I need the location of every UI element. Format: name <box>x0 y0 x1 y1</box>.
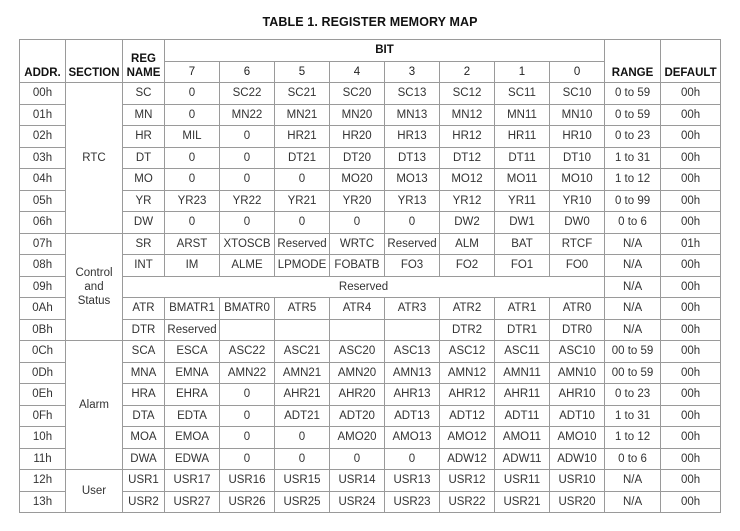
bit-cell: MO20 <box>330 169 385 191</box>
header-reg-name <box>123 40 165 83</box>
header-section: SECTION <box>66 40 123 83</box>
bit-cell: ASC12 <box>440 341 495 363</box>
default-cell: 00h <box>661 362 721 384</box>
bit-cell: DW0 <box>550 212 605 234</box>
range-cell: N/A <box>605 255 661 277</box>
default-cell: 00h <box>661 427 721 449</box>
header-addr: ADDR. <box>20 40 66 83</box>
bit-cell: AHR13 <box>385 384 440 406</box>
bit-cell: USR11 <box>495 470 550 492</box>
bit-cell: DTR0 <box>550 319 605 341</box>
reg-name-cell: MNA <box>123 362 165 384</box>
bit-cell: EMOA <box>165 427 220 449</box>
bit-cell: ADT11 <box>495 405 550 427</box>
bit-cell: DT11 <box>495 147 550 169</box>
bit-cell: SC13 <box>385 83 440 105</box>
table-row <box>20 169 721 191</box>
bit-cell: 0 <box>275 169 330 191</box>
reg-name-cell: DW <box>123 212 165 234</box>
bit-cell: DT21 <box>275 147 330 169</box>
reg-name-cell: HR <box>123 126 165 148</box>
bit-cell: ATR3 <box>385 298 440 320</box>
bit-cell: 0 <box>220 427 275 449</box>
range-cell: 00 to 59 <box>605 362 661 384</box>
bit-cell: HR21 <box>275 126 330 148</box>
addr-cell: 0Ah <box>20 298 66 320</box>
bit-cell: ATR4 <box>330 298 385 320</box>
bit-cell: MN11 <box>495 104 550 126</box>
bit-cell: FO2 <box>440 255 495 277</box>
bit-cell: SC21 <box>275 83 330 105</box>
bit-cell: Reserved <box>385 233 440 255</box>
range-cell: 0 to 6 <box>605 448 661 470</box>
bit-cell: XTOSCB <box>220 233 275 255</box>
reg-name-cell: MOA <box>123 427 165 449</box>
table-row <box>20 427 721 449</box>
section-rtc: RTC <box>66 83 123 234</box>
bit-cell: 0 <box>220 448 275 470</box>
reg-name-cell: USR1 <box>123 470 165 492</box>
reg-name-cell: SR <box>123 233 165 255</box>
bit-cell: YR10 <box>550 190 605 212</box>
bit-cell: DTR1 <box>495 319 550 341</box>
reg-name-cell: DTA <box>123 405 165 427</box>
addr-cell: 01h <box>20 104 66 126</box>
range-cell: 0 to 59 <box>605 83 661 105</box>
bit-cell: 0 <box>220 405 275 427</box>
addr-cell: 07h <box>20 233 66 255</box>
section-control-line1: Control <box>75 266 113 279</box>
reg-name-cell: MN <box>123 104 165 126</box>
table-row <box>20 384 721 406</box>
bit-cell: FO1 <box>495 255 550 277</box>
bit-cell: HR12 <box>440 126 495 148</box>
table-row <box>20 126 721 148</box>
bit-cell: ATR0 <box>550 298 605 320</box>
default-cell: 00h <box>661 212 721 234</box>
bit-cell: AMN21 <box>275 362 330 384</box>
range-cell: 0 to 59 <box>605 104 661 126</box>
bit-cell: YR13 <box>385 190 440 212</box>
bit-cell: BMATR0 <box>220 298 275 320</box>
bit-cell: 0 <box>330 448 385 470</box>
bit-cell: ADW10 <box>550 448 605 470</box>
bit-cell: Reserved <box>275 233 330 255</box>
bit-cell: USR16 <box>220 470 275 492</box>
bit-cell: USR17 <box>165 470 220 492</box>
bit-cell: MN10 <box>550 104 605 126</box>
default-cell: 00h <box>661 341 721 363</box>
addr-cell: 12h <box>20 470 66 492</box>
bit-cell: ADT20 <box>330 405 385 427</box>
reg-name-cell: INT <box>123 255 165 277</box>
bit-cell: BAT <box>495 233 550 255</box>
bit-cell: LPMODE <box>275 255 330 277</box>
table-row <box>20 255 721 277</box>
bit-cell: AMN10 <box>550 362 605 384</box>
default-cell: 00h <box>661 190 721 212</box>
bit-cell: FO3 <box>385 255 440 277</box>
range-cell: N/A <box>605 276 661 298</box>
range-cell: 1 to 31 <box>605 147 661 169</box>
header-bit-4: 4 <box>330 61 385 83</box>
bit-cell: YR20 <box>330 190 385 212</box>
bit-cell: HR10 <box>550 126 605 148</box>
bit-cell: ATR2 <box>440 298 495 320</box>
bit-cell: USR15 <box>275 470 330 492</box>
table-row <box>20 212 721 234</box>
default-cell: 00h <box>661 491 721 513</box>
reg-name-cell: DT <box>123 147 165 169</box>
default-cell: 00h <box>661 298 721 320</box>
bit-cell: 0 <box>220 212 275 234</box>
bit-cell: HR11 <box>495 126 550 148</box>
bit-cell: ADT10 <box>550 405 605 427</box>
register-memory-map-table <box>19 39 721 513</box>
table-row <box>20 341 721 363</box>
bit-cell: 0 <box>220 169 275 191</box>
addr-cell: 10h <box>20 427 66 449</box>
table-row <box>20 362 721 384</box>
addr-cell: 13h <box>20 491 66 513</box>
bit-cell: MN20 <box>330 104 385 126</box>
header-bit: BIT <box>165 40 605 62</box>
bit-cell: USR13 <box>385 470 440 492</box>
reg-name-cell: YR <box>123 190 165 212</box>
bit-cell: MN13 <box>385 104 440 126</box>
bit-cell: AMN12 <box>440 362 495 384</box>
bit-cell: YR11 <box>495 190 550 212</box>
bit-cell: ARST <box>165 233 220 255</box>
bit-cell-empty <box>220 319 275 341</box>
section-control-line2: and <box>84 280 104 293</box>
addr-cell: 11h <box>20 448 66 470</box>
bit-cell: EDTA <box>165 405 220 427</box>
default-cell: 00h <box>661 276 721 298</box>
bit-cell: MO13 <box>385 169 440 191</box>
bit-cell: 0 <box>330 212 385 234</box>
bit-cell: ADW12 <box>440 448 495 470</box>
bit-cell: ATR1 <box>495 298 550 320</box>
bit-cell: ADW11 <box>495 448 550 470</box>
range-cell: 0 to 6 <box>605 212 661 234</box>
bit-cell: IM <box>165 255 220 277</box>
bit-cell: EMNA <box>165 362 220 384</box>
bit-cell: 0 <box>220 384 275 406</box>
bit-cell: SC12 <box>440 83 495 105</box>
bit-cell: 0 <box>165 147 220 169</box>
bit-cell: ESCA <box>165 341 220 363</box>
bit-cell: AMN11 <box>495 362 550 384</box>
reg-name-cell: SC <box>123 83 165 105</box>
bit-cell: USR21 <box>495 491 550 513</box>
header-bit-6: 6 <box>220 61 275 83</box>
addr-cell: 0Dh <box>20 362 66 384</box>
bit-cell-empty <box>385 319 440 341</box>
table-row <box>20 276 721 298</box>
table-row <box>20 470 721 492</box>
header-bit-0: 0 <box>550 61 605 83</box>
default-cell: 00h <box>661 104 721 126</box>
table-title: TABLE 1. REGISTER MEMORY MAP <box>262 15 478 29</box>
default-cell: 00h <box>661 126 721 148</box>
reg-name-cell: DWA <box>123 448 165 470</box>
header-bit-2: 2 <box>440 61 495 83</box>
table-row <box>20 298 721 320</box>
bit-cell: USR22 <box>440 491 495 513</box>
default-cell: 00h <box>661 83 721 105</box>
section-control-line3: Status <box>77 294 111 307</box>
bit-cell: WRTC <box>330 233 385 255</box>
bit-cell: ASC21 <box>275 341 330 363</box>
table-row <box>20 319 721 341</box>
bit-cell: YR21 <box>275 190 330 212</box>
addr-cell: 0Fh <box>20 405 66 427</box>
addr-cell: 02h <box>20 126 66 148</box>
bit-cell: USR26 <box>220 491 275 513</box>
bit-cell: USR12 <box>440 470 495 492</box>
reg-name-cell: ATR <box>123 298 165 320</box>
header-range: RANGE <box>605 40 661 83</box>
bit-cell: MIL <box>165 126 220 148</box>
table-row <box>20 448 721 470</box>
bit-cell: YR12 <box>440 190 495 212</box>
bit-cell: ASC11 <box>495 341 550 363</box>
bit-cell: HR20 <box>330 126 385 148</box>
section-user: User <box>66 470 123 513</box>
bit-cell: DT10 <box>550 147 605 169</box>
bit-cell: MO12 <box>440 169 495 191</box>
bit-cell: 0 <box>275 212 330 234</box>
bit-cell: RTCF <box>550 233 605 255</box>
bit-cell: AMO10 <box>550 427 605 449</box>
bit-cell: USR24 <box>330 491 385 513</box>
bit-cell: ALM <box>440 233 495 255</box>
bit-cell-empty <box>275 319 330 341</box>
header-bit-7: 7 <box>165 61 220 83</box>
bit-cell: AMN22 <box>220 362 275 384</box>
table-row <box>20 233 721 255</box>
range-cell: N/A <box>605 470 661 492</box>
range-cell: 00 to 59 <box>605 341 661 363</box>
reg-name-cell: USR2 <box>123 491 165 513</box>
range-cell: 0 to 23 <box>605 126 661 148</box>
bit-cell: AHR11 <box>495 384 550 406</box>
addr-cell: 0Bh <box>20 319 66 341</box>
range-cell: N/A <box>605 319 661 341</box>
bit-cell: DT12 <box>440 147 495 169</box>
range-cell: 0 to 23 <box>605 384 661 406</box>
addr-cell: 0Eh <box>20 384 66 406</box>
bit-cell: ADT13 <box>385 405 440 427</box>
reg-name-cell: HRA <box>123 384 165 406</box>
default-cell: 00h <box>661 448 721 470</box>
bit-cell: AMO13 <box>385 427 440 449</box>
bit-cell: USR27 <box>165 491 220 513</box>
bit-cell: MN12 <box>440 104 495 126</box>
bit-cell: DTR2 <box>440 319 495 341</box>
bit-cell: 0 <box>275 427 330 449</box>
table-row <box>20 405 721 427</box>
bit-cell: 0 <box>165 104 220 126</box>
bit-cell: FOBATB <box>330 255 385 277</box>
bit-cell: EHRA <box>165 384 220 406</box>
bit-cell: BMATR1 <box>165 298 220 320</box>
bit-cell: USR25 <box>275 491 330 513</box>
section-control-and-status <box>66 233 123 341</box>
bit-cell: DW1 <box>495 212 550 234</box>
bit-cell: 0 <box>165 212 220 234</box>
bit-cell: DT13 <box>385 147 440 169</box>
reg-name-cell: SCA <box>123 341 165 363</box>
range-cell: 0 to 99 <box>605 190 661 212</box>
default-cell: 00h <box>661 405 721 427</box>
bit-cell: ASC10 <box>550 341 605 363</box>
bit-cell: ALME <box>220 255 275 277</box>
addr-cell: 0Ch <box>20 341 66 363</box>
bit-cell: AMO11 <box>495 427 550 449</box>
bit-cell: SC20 <box>330 83 385 105</box>
bit-cell: MN21 <box>275 104 330 126</box>
bit-cell: 0 <box>165 169 220 191</box>
bit-cell: ATR5 <box>275 298 330 320</box>
table-row <box>20 104 721 126</box>
table-row <box>20 190 721 212</box>
bit-cell: YR23 <box>165 190 220 212</box>
addr-cell: 06h <box>20 212 66 234</box>
reserved-cell: Reserved <box>123 276 605 298</box>
default-cell: 00h <box>661 319 721 341</box>
bit-cell: MO10 <box>550 169 605 191</box>
header-bit-3: 3 <box>385 61 440 83</box>
bit-cell: Reserved <box>165 319 220 341</box>
bit-cell-empty <box>330 319 385 341</box>
bit-cell: HR13 <box>385 126 440 148</box>
bit-cell: ASC13 <box>385 341 440 363</box>
bit-cell: 0 <box>220 126 275 148</box>
range-cell: 1 to 12 <box>605 169 661 191</box>
bit-cell: AMN20 <box>330 362 385 384</box>
bit-cell: 0 <box>385 448 440 470</box>
default-cell: 00h <box>661 169 721 191</box>
default-cell: 00h <box>661 255 721 277</box>
bit-cell: AHR12 <box>440 384 495 406</box>
range-cell: N/A <box>605 491 661 513</box>
range-cell: 1 to 12 <box>605 427 661 449</box>
bit-cell: SC11 <box>495 83 550 105</box>
bit-cell: ASC20 <box>330 341 385 363</box>
header-reg-name-line1: REG <box>131 53 156 65</box>
addr-cell: 04h <box>20 169 66 191</box>
bit-cell: USR20 <box>550 491 605 513</box>
bit-cell: AMO12 <box>440 427 495 449</box>
bit-cell: MN22 <box>220 104 275 126</box>
bit-cell: AHR10 <box>550 384 605 406</box>
bit-cell: ADT12 <box>440 405 495 427</box>
bit-cell: ADT21 <box>275 405 330 427</box>
addr-cell: 03h <box>20 147 66 169</box>
bit-cell: MO11 <box>495 169 550 191</box>
header-reg-name-line2: NAME <box>126 67 161 79</box>
default-cell: 00h <box>661 470 721 492</box>
default-cell: 00h <box>661 384 721 406</box>
addr-cell: 05h <box>20 190 66 212</box>
addr-cell: 00h <box>20 83 66 105</box>
bit-cell: 0 <box>385 212 440 234</box>
header-bit-5: 5 <box>275 61 330 83</box>
bit-cell: USR10 <box>550 470 605 492</box>
bit-cell: FO0 <box>550 255 605 277</box>
bit-cell: 0 <box>165 83 220 105</box>
bit-cell: ASC22 <box>220 341 275 363</box>
addr-cell: 08h <box>20 255 66 277</box>
range-cell: N/A <box>605 233 661 255</box>
bit-cell: DT20 <box>330 147 385 169</box>
bit-cell: SC22 <box>220 83 275 105</box>
reg-name-cell: DTR <box>123 319 165 341</box>
table-row <box>20 147 721 169</box>
addr-cell: 09h <box>20 276 66 298</box>
range-cell: 1 to 31 <box>605 405 661 427</box>
bit-cell: EDWA <box>165 448 220 470</box>
bit-cell: AMN13 <box>385 362 440 384</box>
bit-cell: 0 <box>220 147 275 169</box>
default-cell: 00h <box>661 147 721 169</box>
table-row <box>20 83 721 105</box>
reg-name-cell: MO <box>123 169 165 191</box>
bit-cell: USR23 <box>385 491 440 513</box>
header-default: DEFAULT <box>661 40 721 83</box>
bit-cell: USR14 <box>330 470 385 492</box>
default-cell: 01h <box>661 233 721 255</box>
bit-cell: DW2 <box>440 212 495 234</box>
bit-cell: AMO20 <box>330 427 385 449</box>
header-bit-1: 1 <box>495 61 550 83</box>
range-cell: N/A <box>605 298 661 320</box>
bit-cell: 0 <box>275 448 330 470</box>
bit-cell: AHR21 <box>275 384 330 406</box>
bit-cell: YR22 <box>220 190 275 212</box>
bit-cell: SC10 <box>550 83 605 105</box>
bit-cell: AHR20 <box>330 384 385 406</box>
table-row <box>20 491 721 513</box>
section-alarm: Alarm <box>66 341 123 470</box>
